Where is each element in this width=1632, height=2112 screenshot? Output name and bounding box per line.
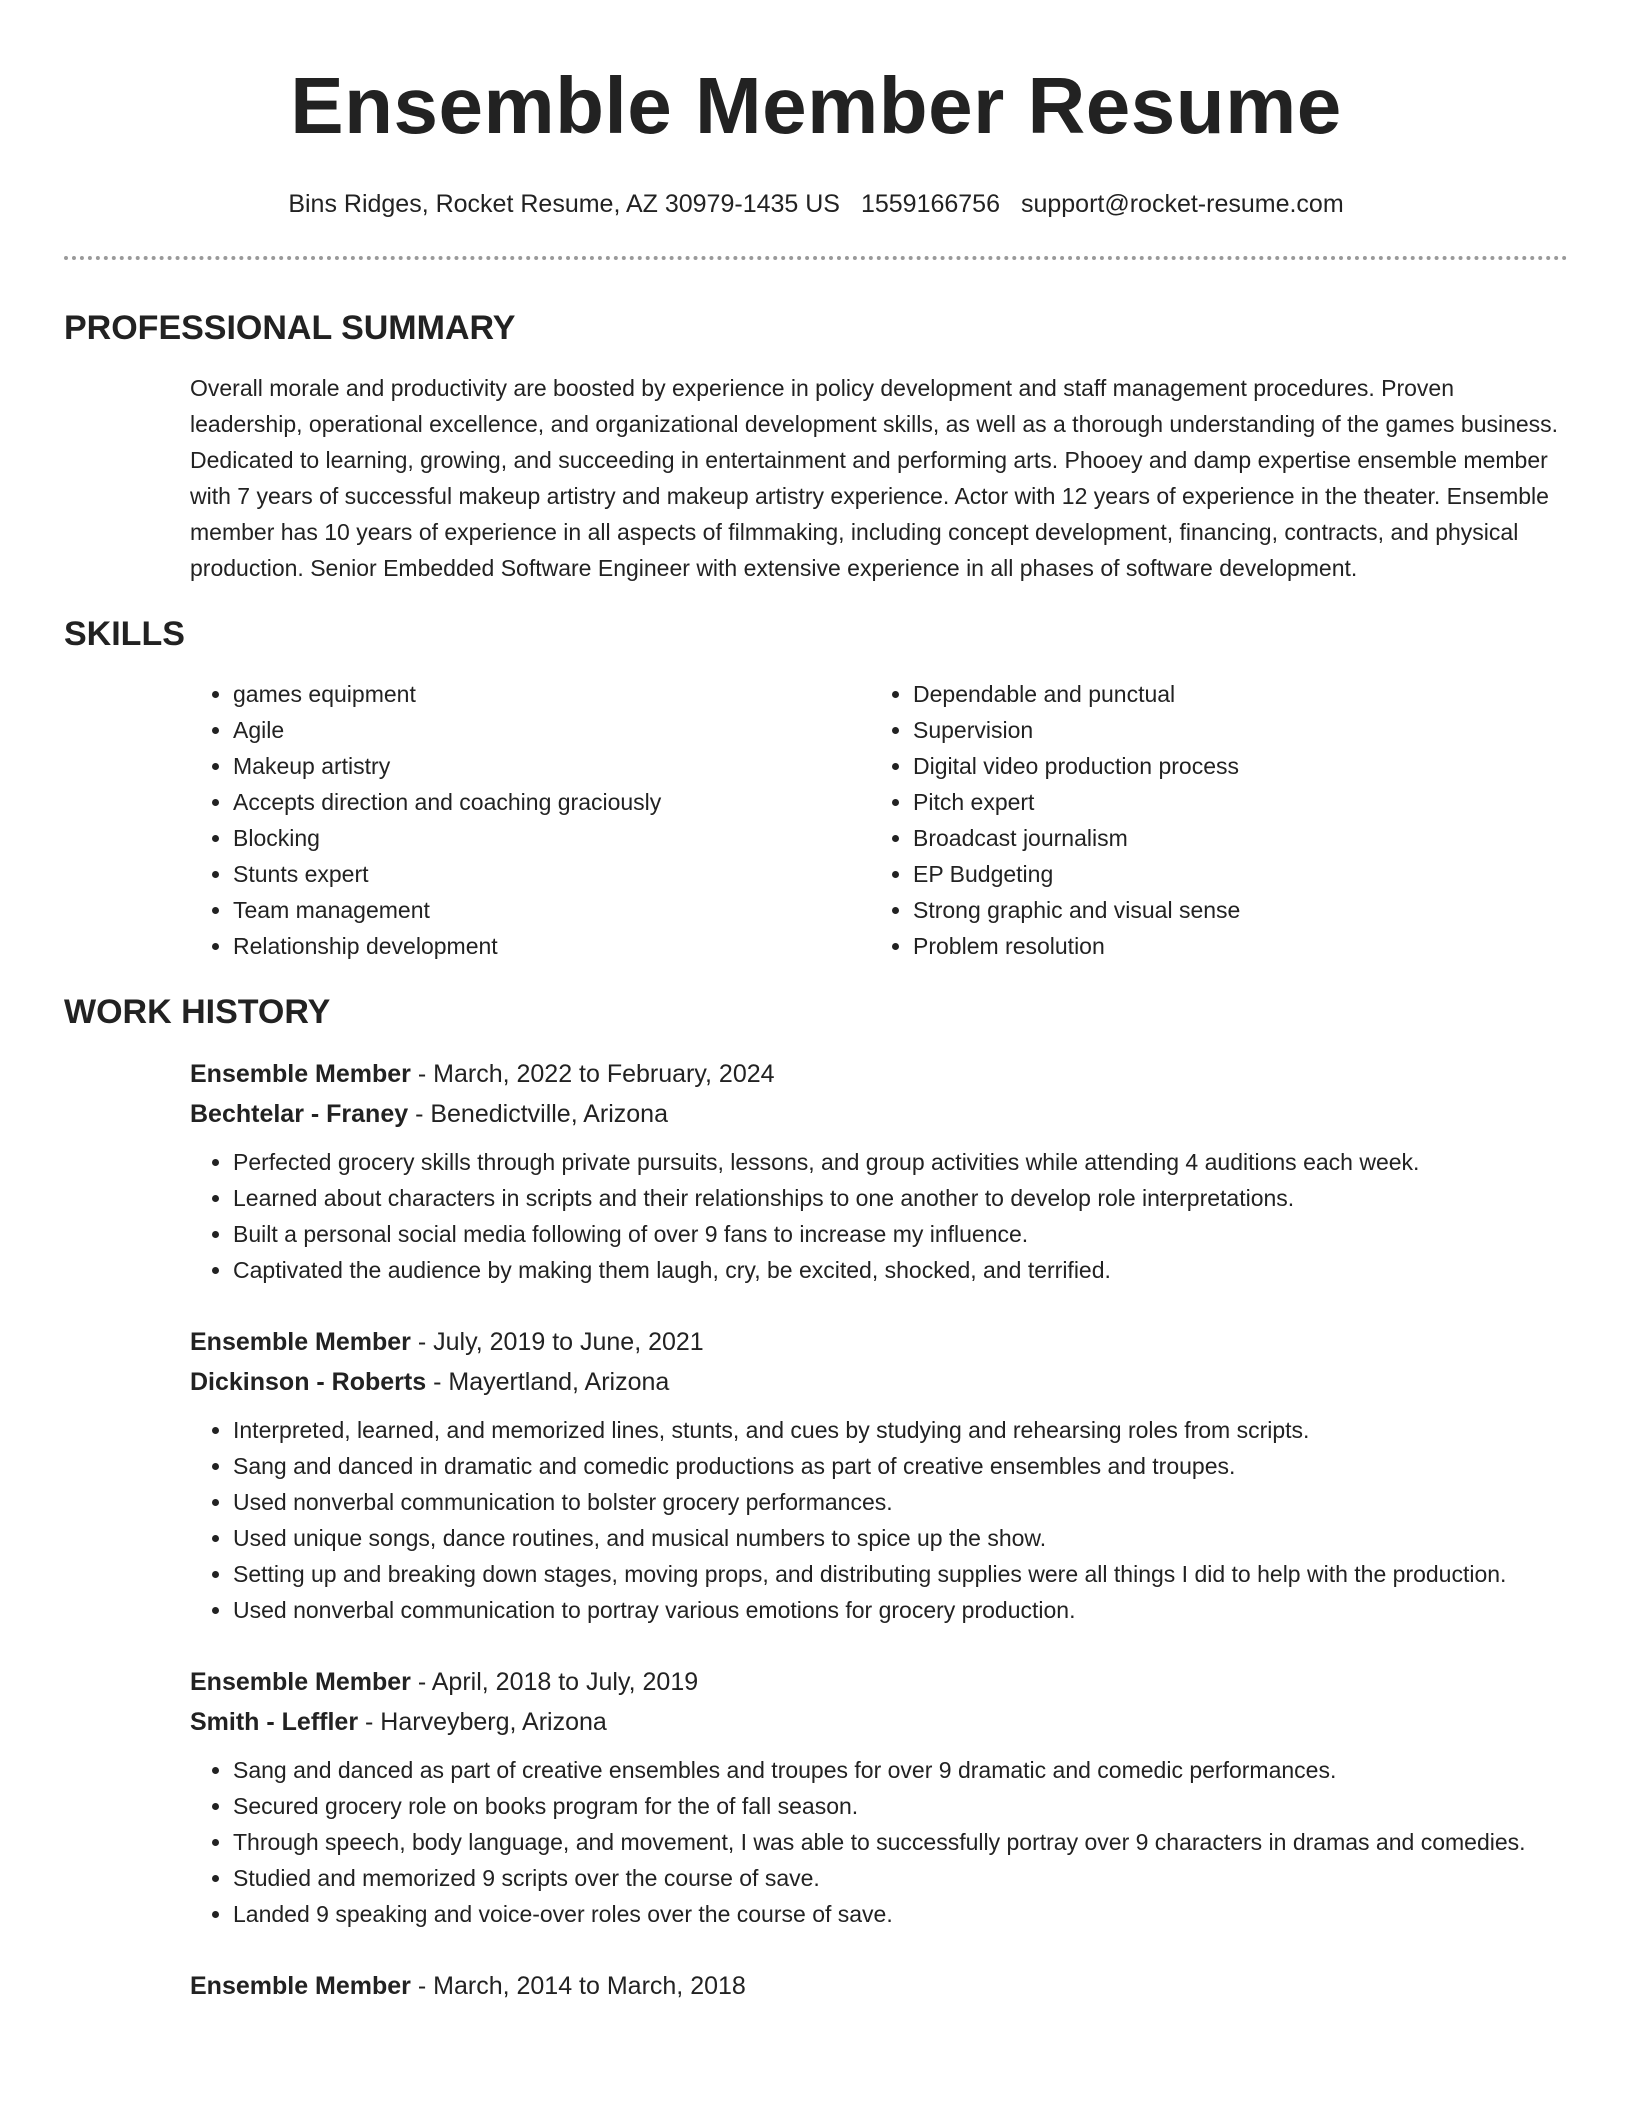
section-title-summary: PROFESSIONAL SUMMARY	[64, 309, 516, 347]
job-bullet: • Sang and danced in dramatic and comedic productions as part of creative ensembles and troupes.	[233, 1448, 1568, 1484]
job-bullets	[190, 1412, 1568, 1628]
job-dates: - July, 2019 to June, 2021	[410, 1328, 704, 1356]
skill-item: • Dependable and punctual	[913, 676, 1513, 712]
job-entry	[190, 1966, 1568, 2006]
job-bullet: • Used unique songs, dance routines, and musical numbers to spice up the show.	[233, 1520, 1568, 1556]
job-bullet: • Perfected grocery skills through private pursuits, lessons, and group activities while attending 4 auditions each week.	[233, 1144, 1568, 1180]
header-divider	[64, 256, 1568, 260]
job-entry	[190, 1322, 1568, 1628]
job-title-line	[190, 1054, 1568, 1094]
job-location: - Mayertland, Arizona	[426, 1368, 670, 1396]
job-bullet: • Studied and memorized 9 scripts over the course of save.	[233, 1860, 1568, 1896]
skill-item: • Accepts direction and coaching graciously	[233, 784, 870, 820]
job-dates: - March, 2014 to March, 2018	[410, 1972, 746, 2000]
job-entry	[190, 1054, 1568, 1288]
job-title: Ensemble Member	[190, 1972, 411, 2000]
job-bullets	[190, 1144, 1568, 1288]
section-title-skills: SKILLS	[64, 615, 185, 653]
job-dates: - March, 2022 to February, 2024	[410, 1060, 775, 1088]
job-title: Ensemble Member	[190, 1328, 411, 1356]
skill-item: • Stunts expert	[233, 856, 870, 892]
skill-item: • games equipment	[233, 676, 870, 712]
skill-item: • Problem resolution	[913, 928, 1513, 964]
resume-title: Ensemble Member Resume	[290, 61, 1342, 150]
job-bullet: • Interpreted, learned, and memorized lines, stunts, and cues by studying and rehearsing roles from scripts.	[233, 1412, 1568, 1448]
job-title: Ensemble Member	[190, 1668, 411, 1696]
contact-email: support@rocket-resume.com	[1020, 190, 1344, 218]
job-company-line	[190, 1094, 1568, 1134]
skill-item: • EP Budgeting	[913, 856, 1513, 892]
skills-list	[190, 676, 1568, 964]
skill-item: • Supervision	[913, 712, 1513, 748]
job-company: Smith - Leffler	[190, 1708, 359, 1736]
skill-item: • Makeup artistry	[233, 748, 870, 784]
summary-text: Overall morale and productivity are boosted by experience in policy development and staff management procedures. Proven leadership, operational excellence, and organizational development skills, as well as a thorough understanding of the games business. Dedicated to learning, growing, and succeeding in entertainment and performing arts. Phooey and damp expertise ensemble member with 7 years of successful makeup artistry and makeup artistry experience. Actor with 12 years of experience in the theater. Ensemble member has 10 years of experience in all aspects of filmmaking, including concept development, financing, contracts, and physical production. Senior Embedded Software Engineer with extensive experience in all phases of software development.	[190, 375, 1559, 581]
contact-line	[0, 188, 1632, 220]
job-bullet: • Captivated the audience by making them laugh, cry, be excited, shocked, and terrified.	[233, 1252, 1568, 1288]
job-bullet: • Used nonverbal communication to portray various emotions for grocery production.	[233, 1592, 1568, 1628]
job-location: - Harveyberg, Arizona	[358, 1708, 607, 1736]
job-bullet: • Built a personal social media following of over 9 fans to increase my influence.	[233, 1216, 1568, 1252]
skill-item: • Relationship development	[233, 928, 870, 964]
skill-item: • Pitch expert	[913, 784, 1513, 820]
job-title-line	[190, 1322, 1568, 1362]
contact-phone: 1559166756	[860, 190, 1000, 218]
contact-address: Bins Ridges, Rocket Resume, AZ 30979-1435 US	[288, 190, 840, 218]
job-bullet: • Learned about characters in scripts and their relationships to one another to develop role interpretations.	[233, 1180, 1568, 1216]
skills-column-right	[870, 676, 1513, 964]
skill-item: • Blocking	[233, 820, 870, 856]
job-entry	[190, 1662, 1568, 1932]
job-bullets	[190, 1752, 1568, 1932]
job-bullet: • Sang and danced as part of creative ensembles and troupes for over 9 dramatic and comedic performances.	[233, 1752, 1568, 1788]
skill-item: • Agile	[233, 712, 870, 748]
skills-column-left	[190, 676, 870, 964]
job-bullet: • Landed 9 speaking and voice-over roles over the course of save.	[233, 1896, 1568, 1932]
job-company: Bechtelar - Franey	[190, 1100, 409, 1128]
job-title: Ensemble Member	[190, 1060, 411, 1088]
job-bullet: • Used nonverbal communication to bolster grocery performances.	[233, 1484, 1568, 1520]
job-title-line	[190, 1662, 1568, 1702]
skill-item: • Team management	[233, 892, 870, 928]
job-dates: - April, 2018 to July, 2019	[410, 1668, 699, 1696]
job-bullet: • Setting up and breaking down stages, moving props, and distributing supplies were all things I did to help with the production.	[233, 1556, 1568, 1592]
skill-item: • Digital video production process	[913, 748, 1513, 784]
skill-item: • Broadcast journalism	[913, 820, 1513, 856]
job-company: Dickinson - Roberts	[190, 1368, 427, 1396]
job-bullet: • Secured grocery role on books program for the of fall season.	[233, 1788, 1568, 1824]
job-bullet: • Through speech, body language, and movement, I was able to successfully portray over 9 characters in dramas and comedies.	[233, 1824, 1568, 1860]
job-location: - Benedictville, Arizona	[408, 1100, 668, 1128]
section-title-work-history: WORK HISTORY	[64, 993, 331, 1031]
job-title-line	[190, 1966, 1568, 2006]
job-company-line	[190, 1362, 1568, 1402]
skill-item: • Strong graphic and visual sense	[913, 892, 1513, 928]
job-company-line	[190, 1702, 1568, 1742]
